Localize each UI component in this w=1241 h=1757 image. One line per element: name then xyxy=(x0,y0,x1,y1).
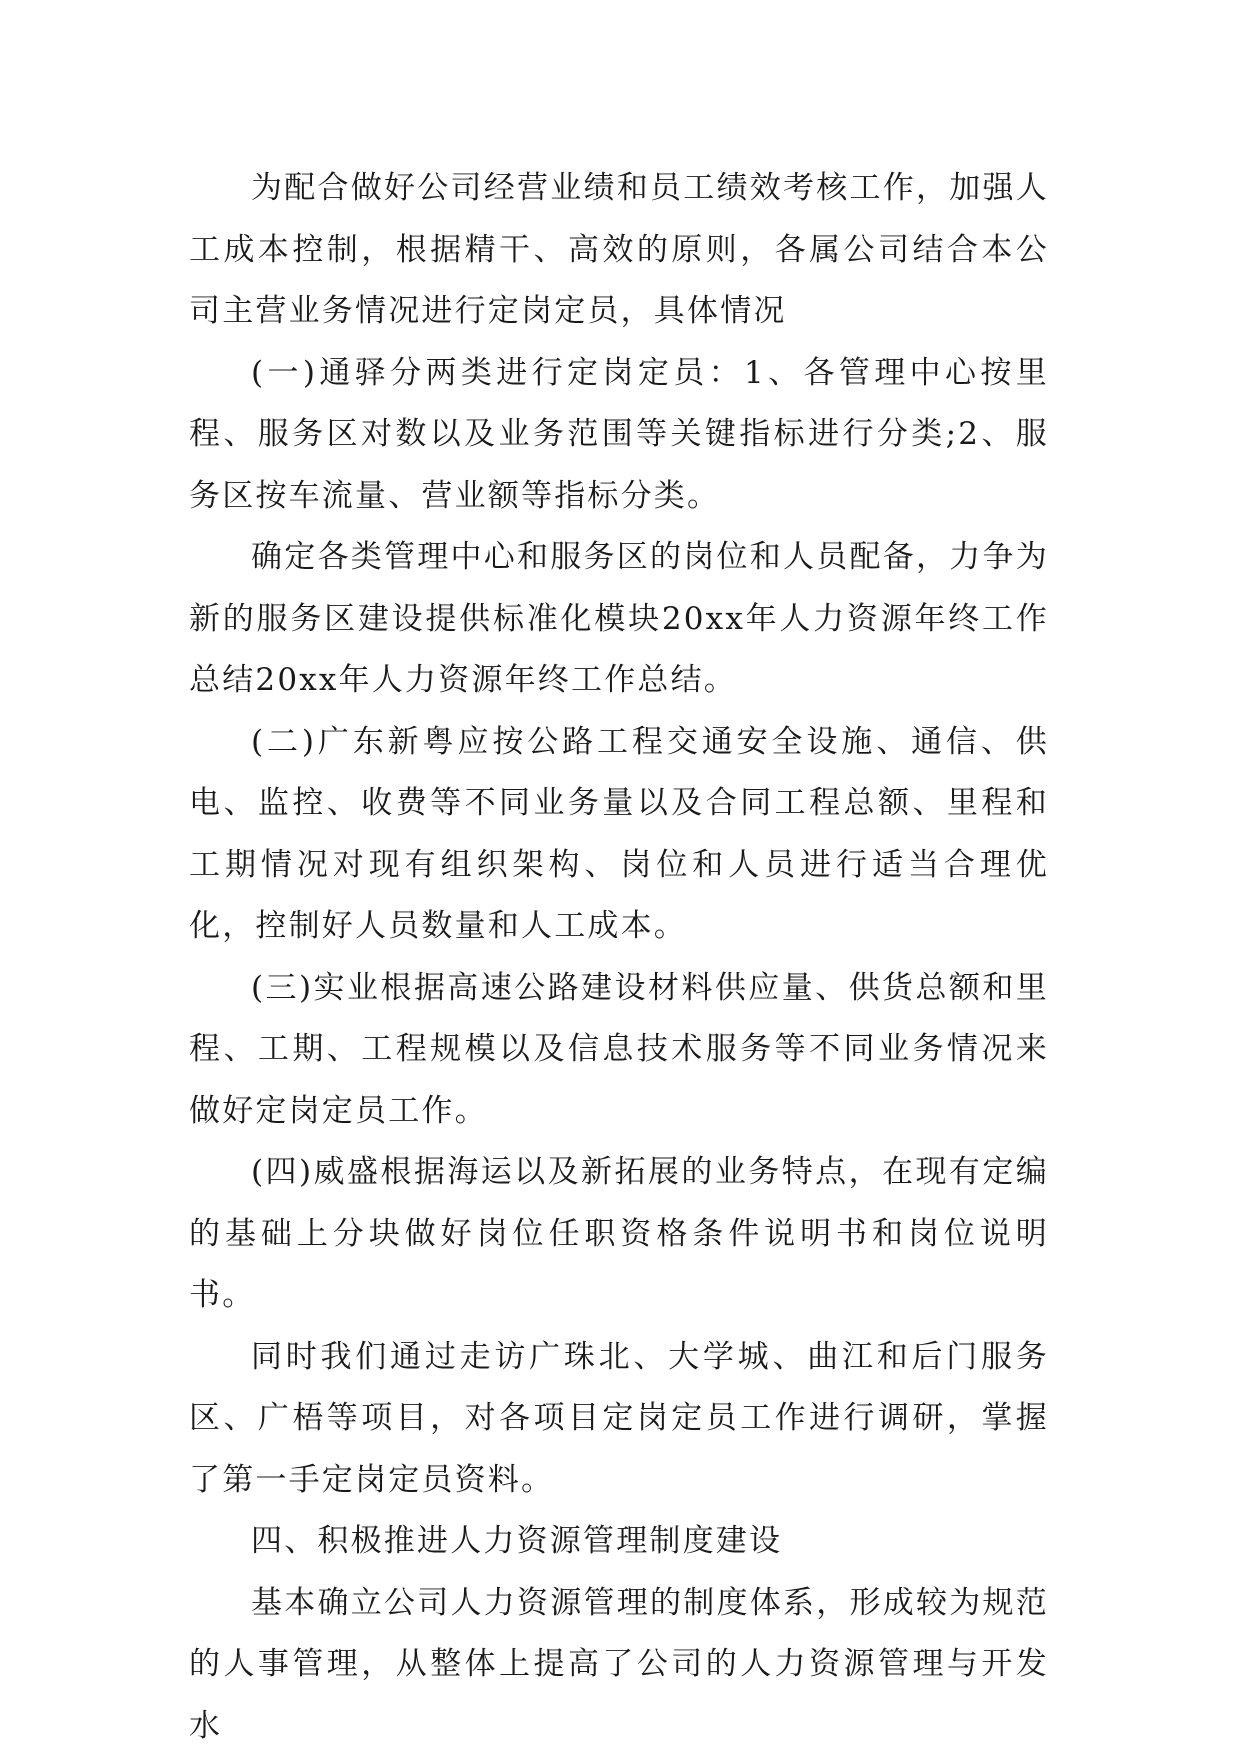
paragraph-6: (四)威盛根据海运以及新拓展的业务特点，在现有定编的基础上分块做好岗位任职资格条件说明书和岗位说明书。 xyxy=(189,1142,1049,1327)
paragraph-3: 确定各类管理中心和服务区的岗位和人员配备，力争为新的服务区建设提供标准化模块20xx年人力资源年终工作总结20xx年人力资源年终工作总结。 xyxy=(189,527,1049,712)
paragraph-2: (一)通驿分两类进行定岗定员：1、各管理中心按里程、服务区对数以及业务范围等关键指标进行分类;2、服务区按车流量、营业额等指标分类。 xyxy=(189,343,1049,528)
paragraph-1: 为配合做好公司经营业绩和员工绩效考核工作，加强人工成本控制，根据精干、高效的原则，各属公司结合本公司主营业务情况进行定岗定员，具体情况 xyxy=(189,158,1049,343)
paragraph-7: 同时我们通过走访广珠北、大学城、曲江和后门服务区、广梧等项目，对各项目定岗定员工作进行调研，掌握了第一手定岗定员资料。 xyxy=(189,1327,1049,1512)
paragraph-4: (二)广东新粤应按公路工程交通安全设施、通信、供电、监控、收费等不同业务量以及合同工程总额、里程和工期情况对现有组织架构、岗位和人员进行适当合理优化，控制好人员数量和人工成本。 xyxy=(189,712,1049,958)
section-heading: 四、积极推进人力资源管理制度建设 xyxy=(189,1511,1049,1573)
paragraph-5: (三)实业根据高速公路建设材料供应量、供货总额和里程、工期、工程规模以及信息技术服务等不同业务情况来做好定岗定员工作。 xyxy=(189,958,1049,1143)
paragraph-8: 基本确立公司人力资源管理的制度体系，形成较为规范的人事管理，从整体上提高了公司的人力资源管理与开发水 xyxy=(189,1573,1049,1757)
document-body xyxy=(189,158,1049,1757)
